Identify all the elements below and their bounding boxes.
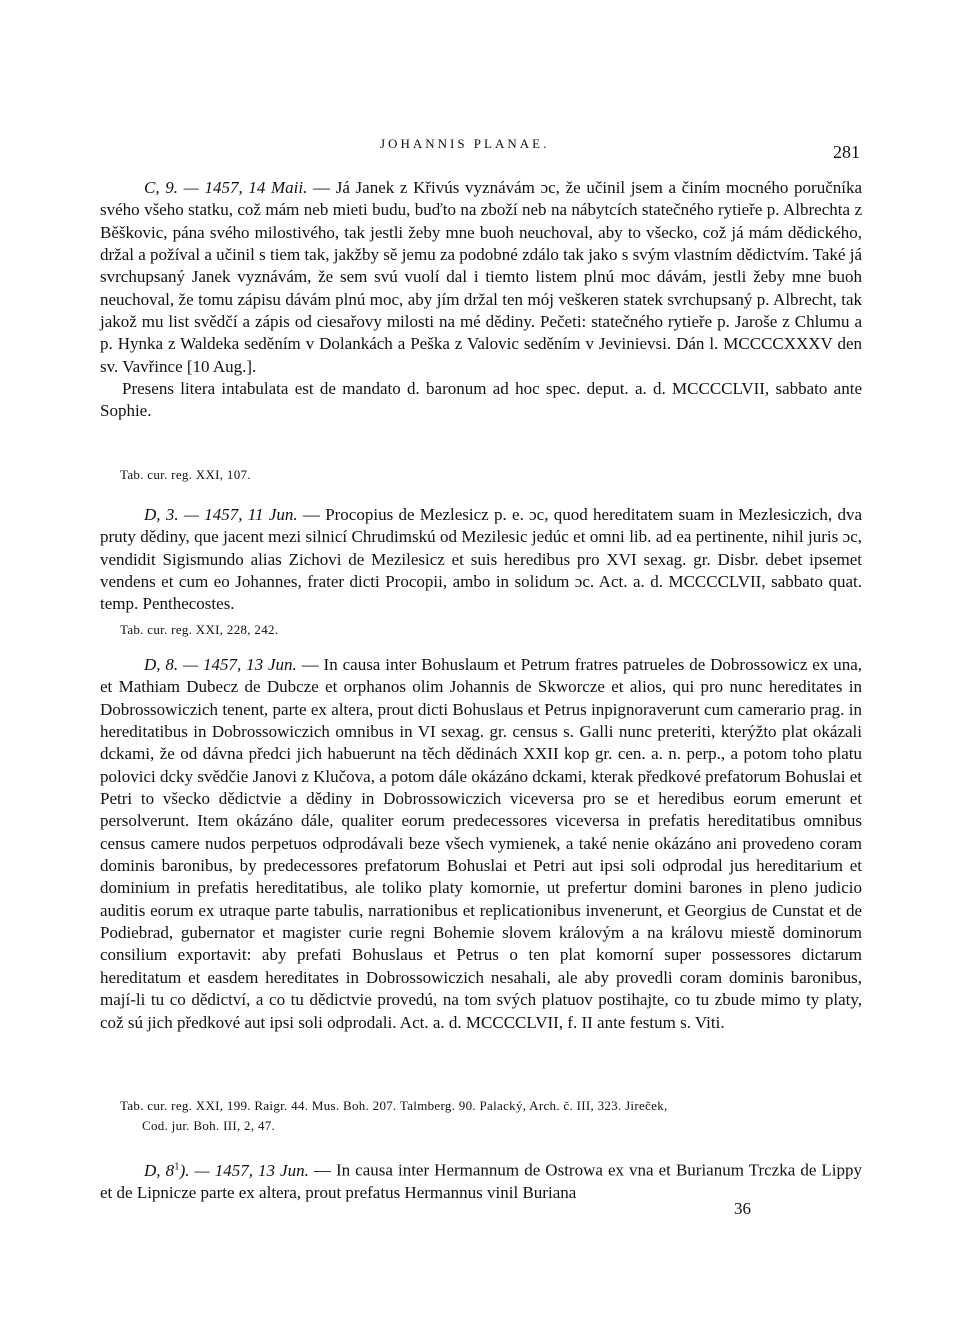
entry-1 (100, 177, 862, 423)
entry-1-note: Presens litera intabulata est de mandato d. baronum ad hoc spec. deput. a. d. MCCCCLVII, sabbato ante Sophie. (100, 379, 862, 421)
signature-mark: 36 (734, 1199, 751, 1218)
entry-3-source-line-1: Tab. cur. reg. XXI, 199. Raigr. 44. Mus. Boh. 207. Talmberg. 90. Palacký, Arch. č. III, 323. Jireček, (120, 1098, 668, 1113)
entry-3-heading: D, 8. — 1457, 13 Jun. (144, 655, 297, 674)
entry-1-heading: C, 9. — 1457, 14 Maii. (144, 178, 308, 197)
entry-2 (100, 504, 862, 616)
entry-4-heading-post: ). — 1457, 13 Jun. (179, 1160, 309, 1180)
entry-3-source (120, 1096, 862, 1136)
entry-4-heading-pre: D, 8 (144, 1160, 175, 1180)
entry-2-source: Tab. cur. reg. XXI, 228, 242. (120, 622, 279, 637)
entry-4-text (100, 1155, 862, 1204)
entry-2-body: — Procopius de Mezlesicz p. e. ɔc, quod hereditatem suam in Mezlesiczich, dva pruty dědiny, que jacent mezi silnicí Chrudimskú od Mezilesic jedúc et omni lib. ad ea pertinente, nihil juris ɔc, vendidit Sigismundo alias Zichovi de Mezilesicz et suis heredibus pro XVI sexag. gr. Disbr. debet ipsemet vendens et cum eo Johannes, frater dicti Procopii, ambo in solidum ɔc. Act. a. d. MCCCCLVII, sabbato quat. temp. Penthecostes. (100, 505, 862, 614)
entry-2-text (100, 504, 862, 616)
entry-3-source-line-2: Cod. jur. Boh. III, 2, 47. (142, 1118, 276, 1133)
page-number: 281 (833, 142, 860, 162)
entry-1-source: Tab. cur. reg. XXI, 107. (120, 467, 251, 482)
entry-4 (100, 1155, 862, 1204)
entry-4-heading (144, 1161, 309, 1180)
entry-1-text (100, 177, 862, 378)
entry-3-text (100, 654, 862, 1034)
entry-3-body: — In causa inter Bohuslaum et Petrum fratres patrueles de Dobrossowicz ex una, et Mathiam Dubecz de Dubcze et orphanos olim Johannis de Skworcze et alios, qui pro nunc hereditates in Dobrossowiczich tenent, parte ex altera, prout dicti Bohuslaus et Petrus inpignoraverunt cum camerario prag. in hereditatibus in Dobrossowiczich omnibus in VI sexag. gr. census s. Galli nunc preteriti, kterýžto plat okázali dckami, že od dávna předci jich habuerunt na těch dědinách XXII kop gr. cen. a. n. perp., a potom toho platu polovici dcky svědčie Janovi z Klučova, a potom dále okázáno dckami, kterak předkové prefatorum Bohuslai et Petri to všecko dědictvie a dědiny in Dobrossowiczich viceversa pro se et heredibus eorum emerunt et persolverunt. Item okázáno dále, qualiter eorum predecessores viceversa in prefatis hereditatibus omnibus census camere nudos perpetuos odprodávali beze všech vymienek, a také nenie okázáno ani provedeno coram dominis baronibus, by predecessores prefatorum Bohuslai et Petri aut ipsi soli odprodal jus hereditarium et dominium in prefatis hereditatibus, ale toliko platy komornie, ut prefertur domini barones in pleno judicio auditis eorum ex utraque parte tabulis, narrationibus et replicationibus invenerunt, et Georgius de Cunstat et de Podiebrad, gubernator et magister curie regni Bohemie slovem královým a na královu miestě dominorum consilium exportavit: aby prefati Bohuslaus et Petrus o ten plat komorní super possessores dictarum hereditatum et easdem hereditates in Dobrossowiczich nesahali, ale aby provedli coram dominis baronibus, mají-li tu co dědictví, a co tu dědictvie provedú, na tom svých platuov postihajte, co tu zbude mimo ty platy, což sú jich předkové aut ipsi soli odprodali. Act. a. d. MCCCCLVII, f. II ante festum s. Viti. (100, 655, 862, 1032)
entry-4-body: — In causa inter Hermannum de Ostrowa ex vna et Burianum Trczka de Lippy et de Lipnicze parte ex altera, prout prefatus Hermannus vinil Buriana (100, 1160, 863, 1202)
entry-3 (100, 654, 862, 1034)
running-title: JOHANNIS PLANAE. (380, 136, 550, 151)
entry-2-heading: D, 3. — 1457, 11 Jun. (144, 505, 298, 524)
entry-1-body: — Já Janek z Křivús vyznávám ɔc, že učinil jsem a činím mocného poručníka svého všeho statku, což mám neb mieti budu, buďto na zboží neb na nábytcích statečného rytieře p. Albrechta z Běškovic, pána svého milostivého, tak jestli žeby mne buoh neuchoval, aby to všecko, což já mám dědického, držal a požíval a učinil s tiem tak, jakžby sě jemu za podobné zdálo tak jako s svým vlastním dědictvím. Také já svrchupsaný Janek vyznávám, že sem svú vuolí dal i tiemto listem plnú moc dávám, jestli žeby mne buoh neuchoval, že tomu zápisu dávám plnú moc, aby jím držal ten mój veškeren statek svrchupsaný p. Albrecht, tak jakož mu list svědčí a zápis od ciesařovy milosti na mé dědiny. Pečeti: statečného rytieře p. Jaroše z Chlumu a p. Hynka z Waldeka seděním v Dolankách a Peška z Valovic seděním v Jevinievsi. Dán l. MCCCCXXXV den sv. Vavřince [10 Aug.]. (100, 178, 863, 376)
entry-4-footnote-marker: 1 (174, 1160, 180, 1172)
